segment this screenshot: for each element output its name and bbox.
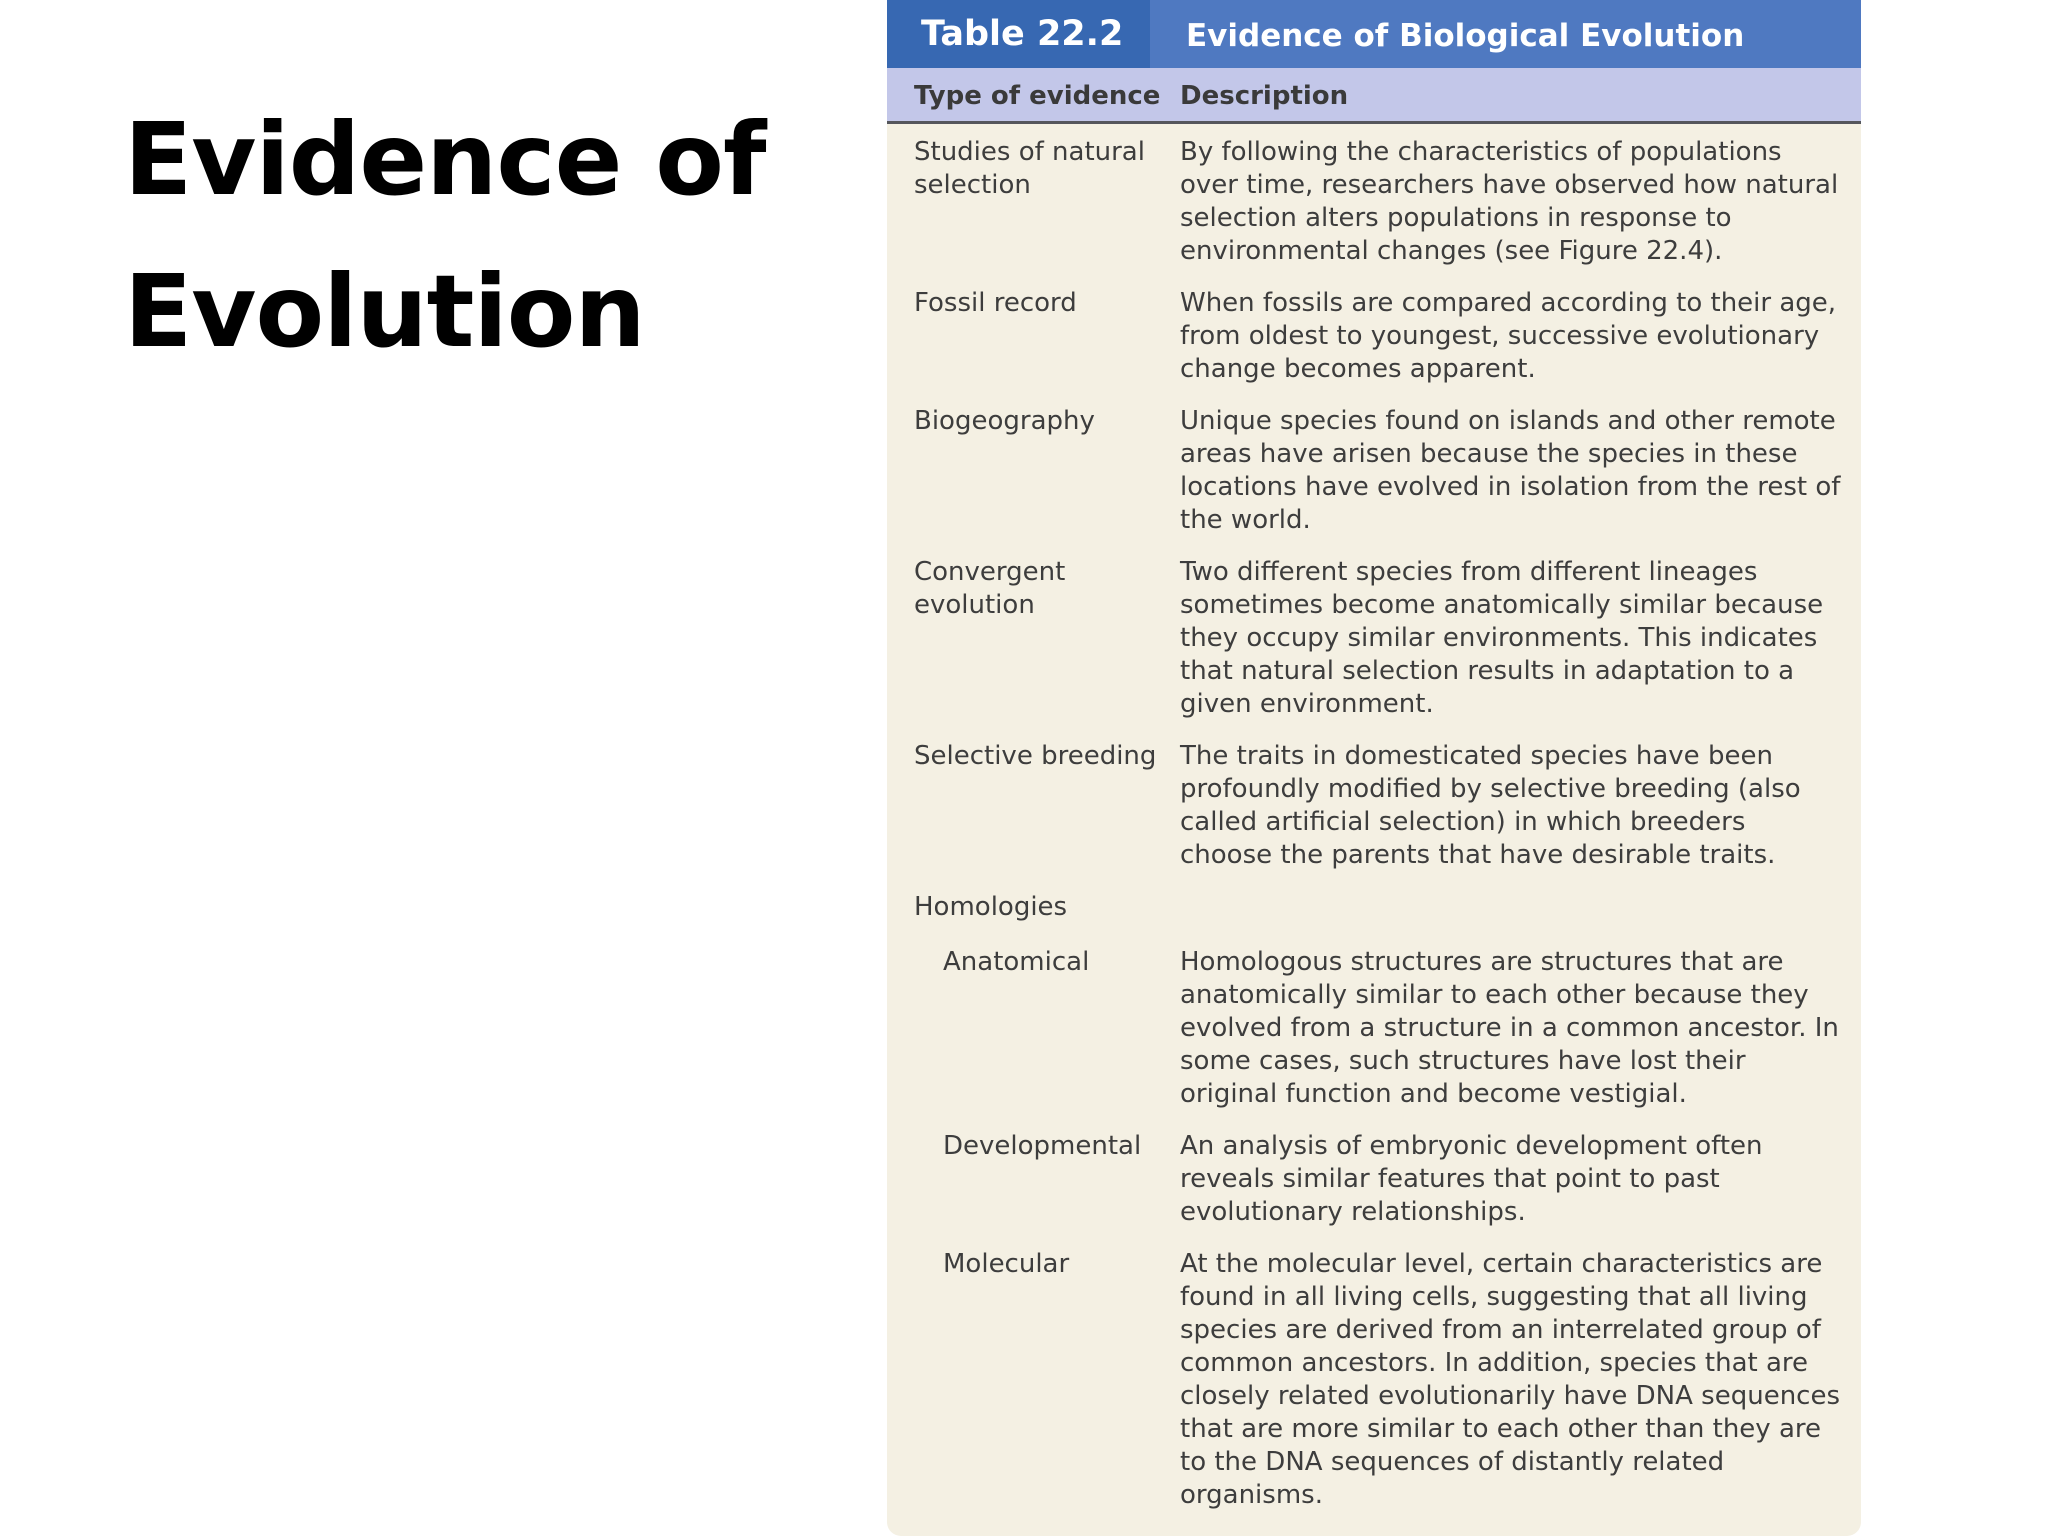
table-caption: Evidence of Biological Evolution [1186, 18, 1745, 54]
evidence-description: By following the characteristics of populations over time, researchers have observed how natural selection alters populations in response to environmental changes (see Figure 22.4). [1180, 137, 1839, 266]
evidence-description: When fossils are compared according to their age, from oldest to youngest, successive evolutionary change becomes apparent. [1180, 288, 1837, 384]
evidence-type: Selective breeding [914, 741, 1157, 771]
evidence-type: Developmental [943, 1131, 1142, 1161]
table-row [887, 1130, 1861, 1248]
column-header-row [887, 68, 1861, 124]
evidence-type: Studies of natural selection [914, 137, 1145, 200]
slide-title: Evidence of Evolution [124, 101, 766, 370]
table-row [887, 1248, 1861, 1531]
evidence-description [1180, 891, 1861, 924]
evidence-type: Molecular [943, 1249, 1070, 1279]
evidence-description: At the molecular level, certain characteristics are found in all living cells, suggesting that all living species are derived from an interrelated group of common ancestors. In addition, species that are closely related evolutionarily have DNA sequences that are more similar to each other than they are to the DNA sequences of distantly related organisms. [1180, 1249, 1841, 1510]
table-header-bar [887, 0, 1861, 68]
table-row [887, 946, 1861, 1130]
column-header-description: Description [1180, 81, 1349, 111]
evidence-description: The traits in domesticated species have been profoundly modified by selective breeding (also called artificial selection) in which breeders choose the parents that have desirable traits. [1180, 741, 1801, 870]
evidence-type: Biogeography [914, 406, 1095, 436]
table-row [887, 740, 1861, 891]
table-number: Table 22.2 [887, 0, 1150, 68]
column-header-type: Type of evidence [914, 81, 1161, 111]
evidence-type: Fossil record [914, 288, 1077, 318]
evidence-description: Two different species from different lineages sometimes become anatomically similar because they occupy similar environments. This indicates that natural selection results in adaptation to a given environment. [1180, 557, 1824, 719]
evidence-table [887, 0, 1861, 1536]
evidence-group-label: Homologies [914, 892, 1068, 922]
evidence-type: Anatomical [943, 947, 1090, 977]
table-row [887, 136, 1861, 287]
table-row [887, 556, 1861, 740]
evidence-description: Unique species found on islands and other remote areas have arisen because the species in these locations have evolved in isolation from the rest of the world. [1180, 406, 1841, 535]
table-body [887, 124, 1861, 1531]
evidence-description: An analysis of embryonic development often reveals similar features that point to past evolutionary relationships. [1180, 1131, 1763, 1227]
evidence-description: Homologous structures are structures that are anatomically similar to each other because they evolved from a structure in a common ancestor. In some cases, such structures have lost their original function and become vestigial. [1180, 947, 1839, 1109]
evidence-type: Convergent evolution [914, 557, 1066, 620]
table-group-row [887, 891, 1861, 946]
table-row [887, 405, 1861, 556]
table-row [887, 287, 1861, 405]
